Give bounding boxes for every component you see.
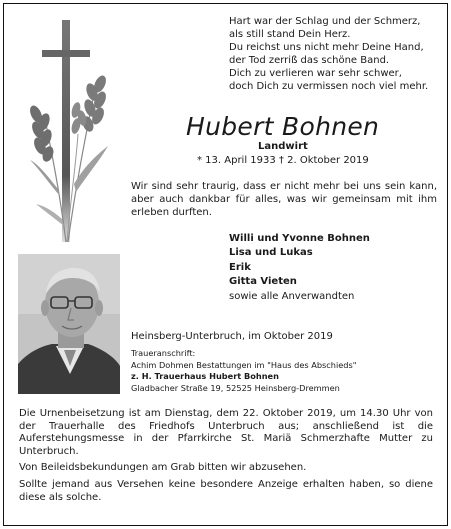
address-line: z. H. Trauerhaus Hubert Bohnen: [131, 371, 279, 381]
poem-line: Hart war der Schlag und der Schmerz,: [229, 16, 421, 27]
deceased-profession: Landwirt: [258, 141, 308, 152]
mourner-name: Gitta Vieten: [229, 276, 297, 288]
cross-with-wheat-icon: [16, 14, 126, 246]
mourners-others: sowie alle Anverwandten: [229, 290, 355, 302]
poem-line: Du reichst uns nicht mehr Deine Hand,: [229, 41, 424, 53]
funeral-details: [19, 408, 433, 508]
mourning-address: [131, 348, 357, 394]
mourner-name: Lisa und Lukas: [229, 247, 313, 259]
notice-paragraph: Die Urnenbeisetzung ist am Dienstag, dem 22. Oktober 2019, um 14.30 Uhr von der Trauerhalle des Friedhofs Unterbruch aus; anschließend ist die Auferstehungsmesse in der Pfarrkirche St. Mariä Schmerzhafte Mutter zu Unterbruch.: [19, 408, 433, 457]
place-and-date: Heinsberg-Unterbruch, im Oktober 2019: [131, 331, 333, 342]
address-line: Gladbacher Straße 19, 52525 Heinsberg-Dremmen: [131, 382, 340, 393]
poem-line: doch Dich zu vermissen noch viel mehr.: [229, 80, 429, 92]
portrait-photo: [18, 254, 120, 394]
poem-verse: [229, 16, 428, 93]
notice-paragraph: Von Beileidsbekundungen am Grab bitten wir abzusehen.: [19, 462, 307, 474]
address-line: Achim Dohmen Bestattungen im "Haus des Abschieds": [131, 359, 357, 370]
poem-line: Dich zu verlieren war sehr schwer,: [229, 67, 402, 79]
address-heading: Traueranschrift:: [131, 348, 196, 358]
life-dates: * 13. April 1933 † 2. Oktober 2019: [197, 155, 369, 166]
mourner-name: Willi und Yvonne Bohnen: [229, 233, 370, 244]
deceased-name: Hubert Bohnen: [186, 112, 380, 141]
family-message: Wir sind sehr traurig, dass er nicht mehr bei uns sein kann, aber auch dankbar für alles, was wir gemeinsam mit ihm erleben durften.: [131, 181, 437, 218]
notice-paragraph: Sollte jemand aus Versehen keine besondere Anzeige erhalten haben, so diene diese als solche.: [19, 478, 433, 503]
mourner-name: Erik: [229, 261, 251, 273]
mourners-list: [229, 232, 370, 304]
poem-line: als still stand Dein Herz.: [229, 28, 351, 40]
poem-line: der Tod zerriß das schöne Band.: [229, 54, 390, 66]
